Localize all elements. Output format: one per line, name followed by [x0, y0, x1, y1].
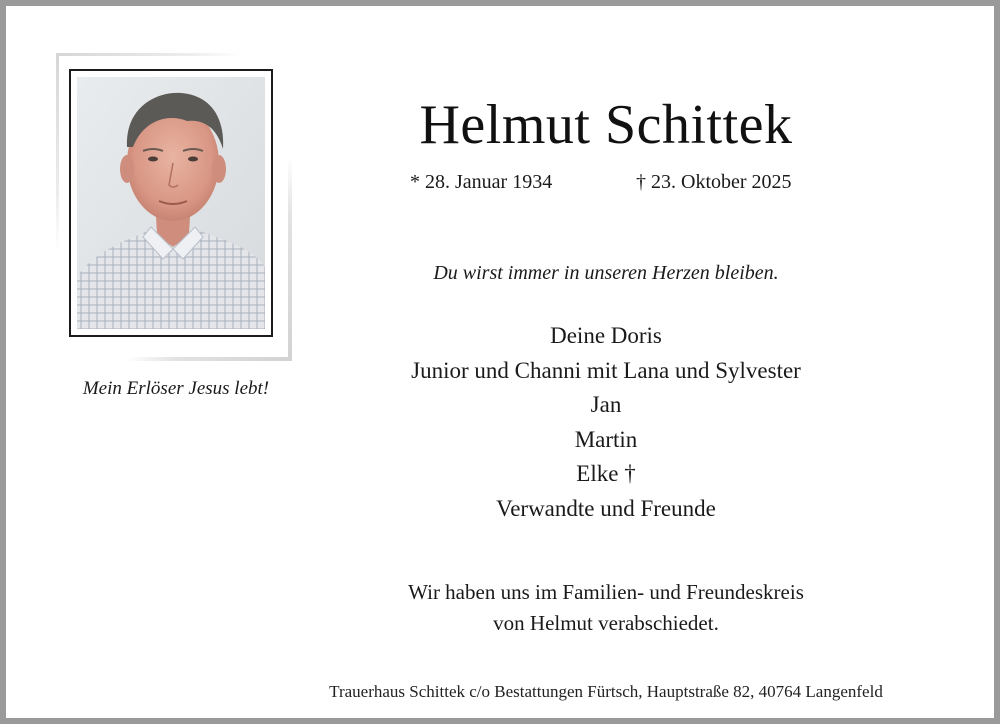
photo-frame-shadow: [126, 357, 292, 361]
photo-frame-shadow: [56, 53, 59, 253]
portrait-frame: [69, 69, 273, 337]
deceased-name: Helmut Schittek: [419, 94, 793, 156]
death-date: † 23. Oktober 2025: [636, 171, 792, 193]
funeral-home-address: Trauerhaus Schittek c/o Bestattungen Fürtsch, Hauptstraße 82, 40764 Langenfeld: [329, 682, 883, 701]
list-item: Deine Doris: [550, 323, 662, 348]
list-item: Jan: [590, 392, 622, 417]
mourners-list: [306, 319, 906, 526]
farewell-line: Wir haben uns im Familien- und Freundeskreis: [408, 580, 804, 604]
list-item: Junior und Channi mit Lana und Sylvester: [411, 357, 801, 383]
birth-date: * 28. Januar 1934: [410, 171, 553, 193]
list-item: Martin: [574, 426, 638, 452]
life-dates: [386, 171, 826, 199]
farewell-notice: [306, 577, 906, 639]
memorial-quote: Du wirst immer in unseren Herzen bleiben.: [433, 262, 779, 284]
photo-frame-shadow: [288, 156, 292, 361]
obituary-card: [6, 6, 994, 718]
list-item: Verwandte und Freunde: [496, 495, 716, 521]
farewell-line: von Helmut verabschiedet.: [493, 611, 719, 635]
list-item: Elke †: [576, 461, 636, 486]
photo-frame-shadow: [56, 53, 242, 56]
photo-caption-motto: Mein Erlöser Jesus lebt!: [82, 378, 270, 399]
portrait-photo: [77, 77, 265, 329]
